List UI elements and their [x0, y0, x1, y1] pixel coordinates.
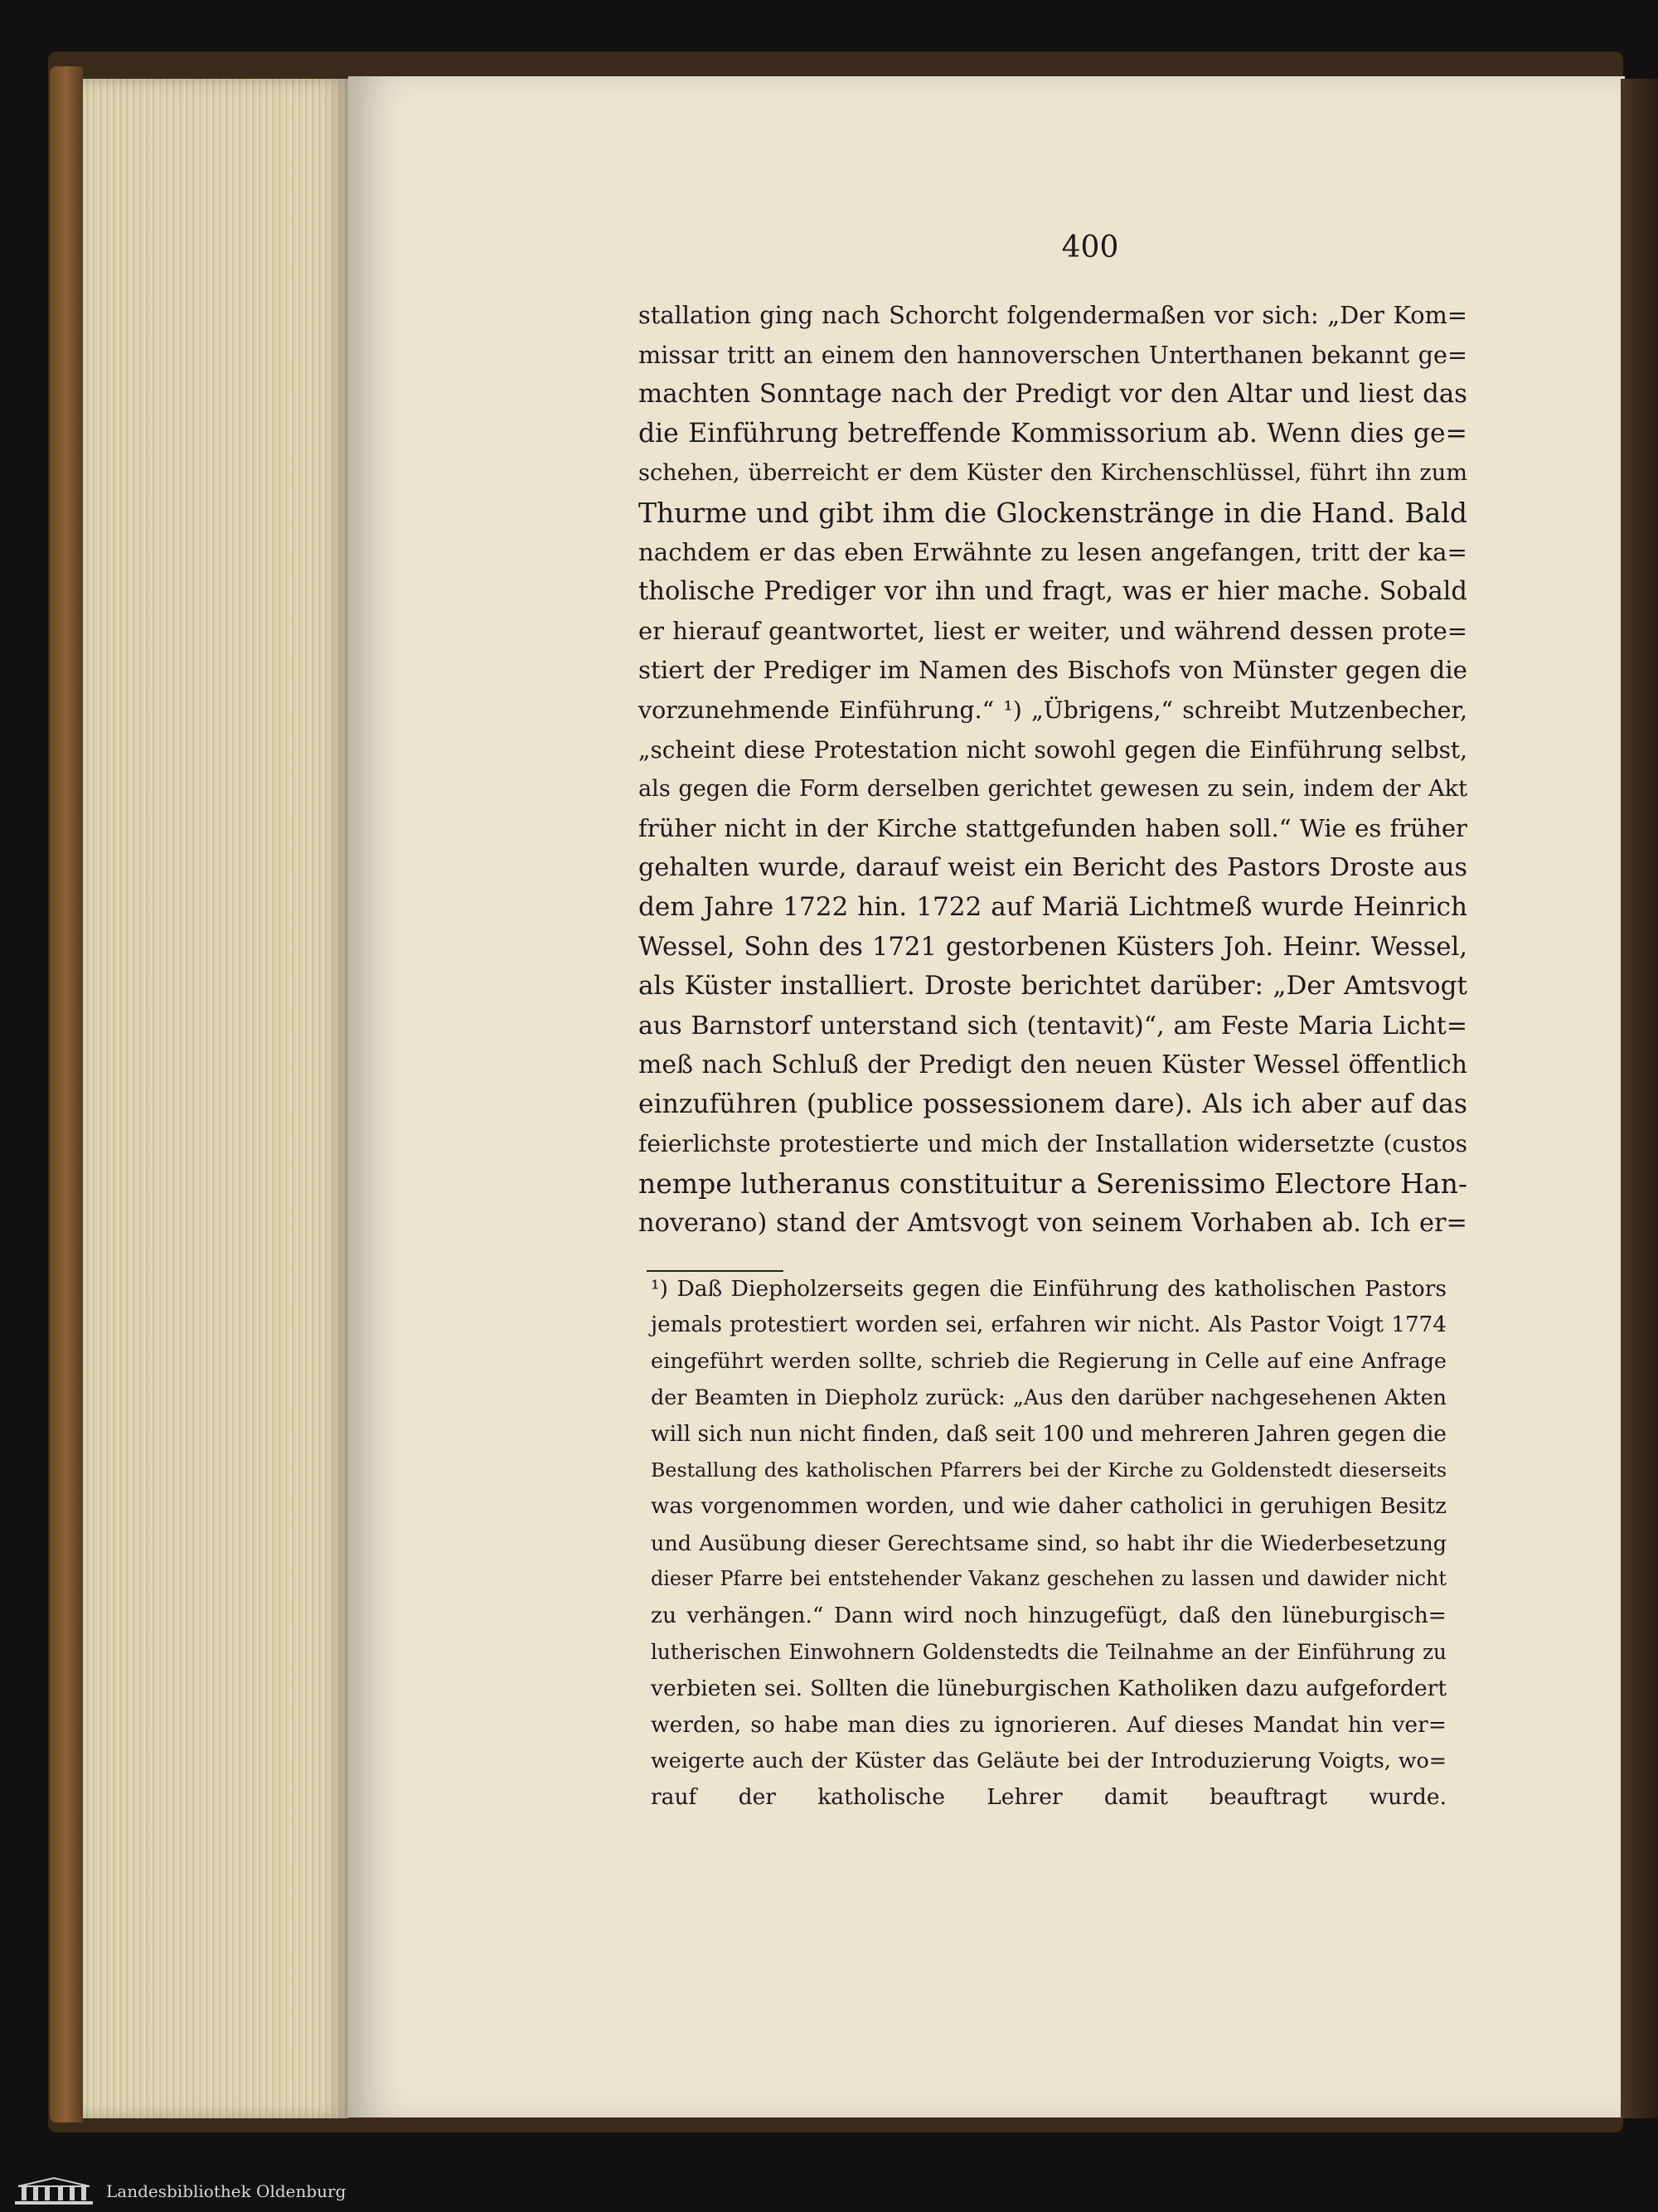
page-number: 400 [1061, 230, 1119, 264]
text-line: stallation ging nach Schorcht folgendermaßen vor sich: „Der Kom= [638, 301, 1467, 329]
facing-page-edge [1621, 79, 1658, 2118]
footnote-line: weigerte auch der Küster das Geläute bei der Introduzierung Voigts, wo= [651, 1748, 1447, 1773]
text-line: einzuführen (publice possessionem dare). Als ich aber auf das [638, 1089, 1467, 1119]
text-line: gehalten wurde, darauf weist ein Bericht des Pastors Droste aus [638, 853, 1467, 883]
footnote-line: will sich nun nicht finden, daß seit 100 und mehreren Jahren gegen die [651, 1421, 1447, 1448]
text-line: als Küster installiert. Droste berichtet darüber: „Der Amtsvogt [638, 971, 1467, 1002]
text-line: als gegen die Form derselben gerichtet gewesen zu sein, indem der Akt [638, 776, 1467, 803]
footnote-line: dieser Pfarre bei entstehender Vakanz geschehen zu lassen und dawider nicht [651, 1567, 1447, 1591]
text-line: die Einführung betreffende Kommissorium ab. Wenn dies ge= [638, 418, 1467, 449]
text-line: nempe lutheranus constituitur a Serenissimo Electore Han- [638, 1167, 1467, 1201]
text-line: aus Barnstorf unterstand sich (tentavit)“, am Feste Maria Licht= [638, 1011, 1467, 1041]
library-name: Landesbibliothek Oldenburg [106, 2181, 347, 2201]
footnote-line: eingeführt werden sollte, schrieb die Regierung in Celle auf eine Anfrage [651, 1348, 1447, 1374]
page-stack [83, 79, 348, 2118]
footnote-line: lutherischen Einwohnern Goldenstedts die Teilnahme an der Einführung zu [651, 1639, 1447, 1664]
text-line: missar tritt an einem den hannoverschen Unterthanen bekannt ge= [638, 340, 1467, 369]
text-line: machten Sonntage nach der Predigt vor den Altar und liest das [638, 379, 1467, 410]
footnote-line: ¹) Daß Diepholzerseits gegen die Einführung des katholischen Pastors [651, 1276, 1447, 1302]
footnote-line: der Beamten in Diepholz zurück: „Aus den darüber nachgesehenen Akten [651, 1385, 1447, 1410]
footnote-line: jemals protestiert worden sei, erfahren wir nicht. Als Pastor Voigt 1774 [651, 1312, 1447, 1337]
book-spine-edge [50, 66, 83, 2122]
text-line: stiert der Prediger im Namen des Bischofs von Münster gegen die [638, 656, 1467, 685]
footnote-line: werden, so habe man dies zu ignorieren. Auf dieses Mandat hin ver= [651, 1711, 1447, 1738]
text-line: noverano) stand der Amtsvogt von seinem Vorhaben ab. Ich er= [638, 1208, 1467, 1238]
text-line: „scheint diese Protestation nicht sowohl gegen die Einführung selbst, [638, 735, 1467, 764]
footnote-line: Bestallung des katholischen Pfarrers bei der Kirche zu Goldenstedt dieserseits [651, 1458, 1447, 1482]
footnote [651, 1271, 1447, 1816]
text-line: vorzunehmende Einführung.“ ¹) „Übrigens,“ schreibt Mutzenbecher, [638, 696, 1467, 724]
footnote-line: und Ausübung dieser Gerechtsame sind, so habt ihr die Wiederbesetzung [651, 1530, 1447, 1555]
text-line: tholische Prediger vor ihn und fragt, was er hier mache. Sobald [638, 577, 1467, 607]
text-line: Wessel, Sohn des 1721 gestorbenen Küsters Joh. Heinr. Wessel, [638, 932, 1467, 962]
footnote-line: was vorgenommen worden, und wie daher catholici in geruhigen Besitz [651, 1493, 1447, 1519]
text-line: Thurme und gibt ihm die Glockenstränge in die Hand. Bald [638, 496, 1467, 529]
library-building-icon [13, 2176, 95, 2206]
text-line: feierlichste protestierte und mich der Installation widersetzte (custos [638, 1130, 1467, 1158]
footnote-line: verbieten sei. Sollten die lüneburgischen Katholiken dazu aufgefordert [651, 1675, 1447, 1701]
footnote-line: rauf der katholische Lehrer damit beauftragt wurde. [651, 1784, 1447, 1811]
text-line: dem Jahre 1722 hin. 1722 auf Mariä Lichtmeß wurde Heinrich [638, 891, 1467, 922]
text-line: nachdem er das eben Erwähnte zu lesen angefangen, tritt der ka= [638, 537, 1467, 566]
text-line: meß nach Schluß der Predigt den neuen Küster Wessel öffentlich [638, 1050, 1467, 1080]
text-line: schehen, überreicht er dem Küster den Kirchenschlüssel, führt ihn zum [638, 460, 1467, 487]
main-text [638, 296, 1467, 1243]
text-line: er hierauf geantwortet, liest er weiter, und während dessen prote= [638, 616, 1467, 645]
footnote-line: zu verhängen.“ Dann wird noch hinzugefügt, daß den lüneburgisch= [651, 1603, 1447, 1629]
text-line: früher nicht in der Kirche stattgefunden haben soll.“ Wie es früher [638, 813, 1467, 842]
